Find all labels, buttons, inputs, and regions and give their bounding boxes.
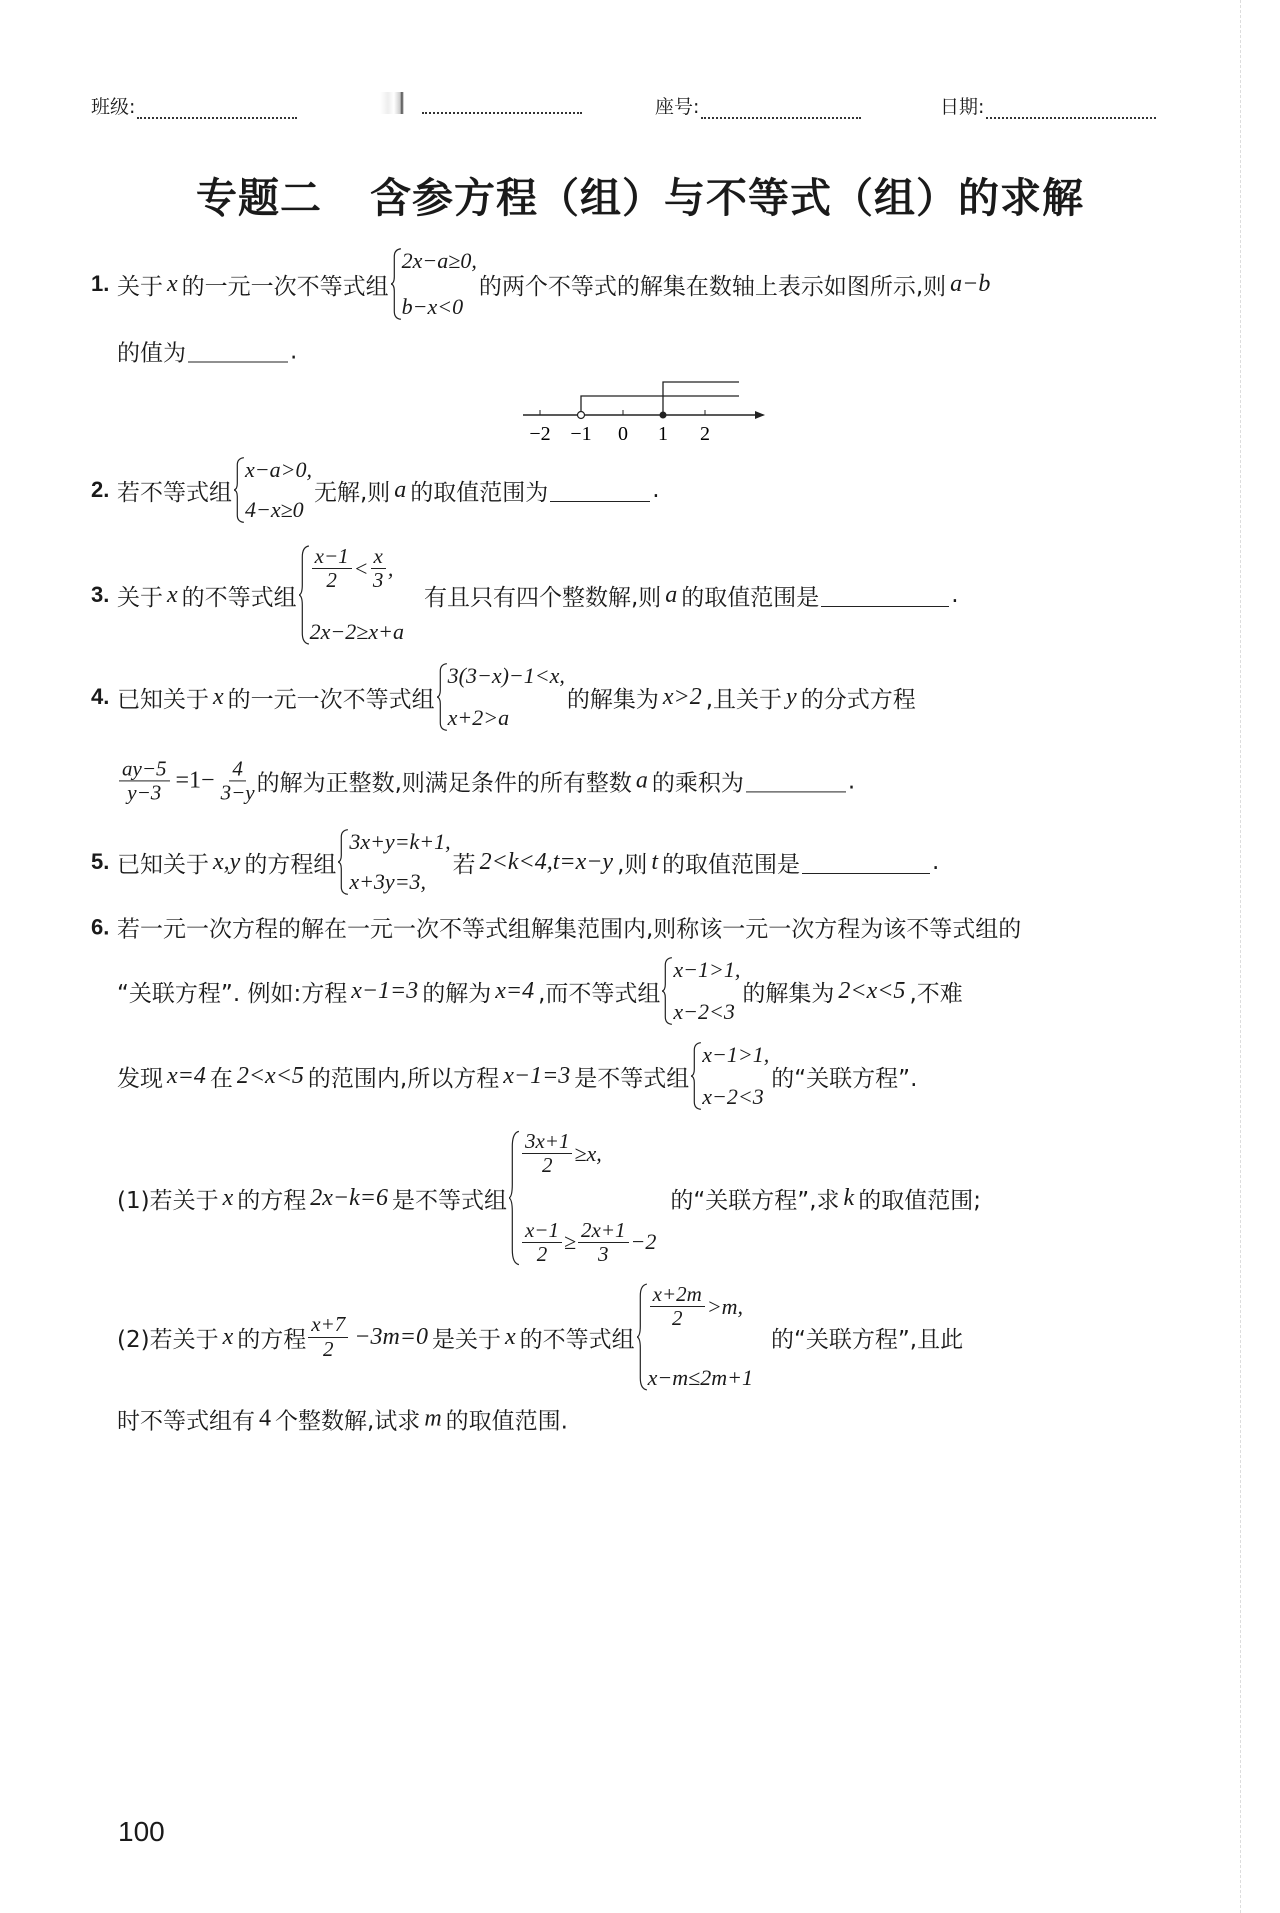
- question-3: [91, 544, 959, 645]
- text: 的方程: [237, 1326, 307, 1353]
- scan-mark: [380, 92, 420, 114]
- text: ,而不等式组: [538, 980, 661, 1007]
- brace-icon: [338, 829, 349, 895]
- tick-label: −2: [529, 423, 551, 445]
- brace-icon: [437, 663, 448, 731]
- brace-icon: [509, 1130, 520, 1266]
- text: ,: [387, 555, 394, 581]
- question-5: [91, 829, 940, 895]
- math: x: [213, 683, 224, 710]
- tick-label: 2: [700, 423, 710, 445]
- tick-label: 1: [658, 423, 668, 445]
- question-2: [91, 457, 660, 523]
- question-number: 6.: [91, 914, 110, 939]
- question-4-line2: [117, 757, 855, 804]
- denominator: 2: [536, 1241, 548, 1266]
- numerator: 2x+1: [578, 1219, 629, 1243]
- text: 在: [209, 1065, 233, 1092]
- text: 关于: [117, 273, 163, 300]
- text: (2)若关于: [117, 1326, 219, 1353]
- open-point: [578, 412, 585, 419]
- arrow-icon: [755, 411, 765, 419]
- fraction: [308, 1313, 348, 1360]
- fraction: [371, 545, 386, 592]
- brace-icon: [234, 457, 245, 523]
- system-row: x+3y=3,: [349, 869, 427, 894]
- question-number: 2.: [91, 477, 110, 502]
- fraction: [522, 1219, 562, 1266]
- denominator: 3: [372, 568, 384, 593]
- text: 若: [452, 851, 476, 878]
- text: 的解为正整数,则满足条件的所有整数: [256, 770, 632, 797]
- math: t: [651, 848, 659, 875]
- question-6-line3: [117, 1042, 917, 1110]
- date-blank: [986, 97, 1156, 119]
- question-6-part-1: [117, 1130, 981, 1266]
- text: “关联方程”. 例如:方程: [117, 980, 348, 1007]
- text: 个整数解,试求: [275, 1408, 421, 1435]
- inequality-system: [691, 1042, 769, 1110]
- text: 的“关联方程”.: [771, 1065, 918, 1092]
- text: 有且只有四个整数解,则: [423, 584, 662, 611]
- text: .: [290, 338, 298, 364]
- system-row: x+2>a: [447, 705, 510, 730]
- inequality-system: [299, 545, 404, 645]
- text: .: [652, 477, 660, 503]
- text: 的方程组: [244, 851, 337, 878]
- math: a−b: [950, 270, 991, 297]
- denominator: 2: [671, 1306, 683, 1331]
- math: 2<x<5: [236, 1062, 304, 1089]
- numerator: x−1: [522, 1219, 562, 1243]
- text: ,不难: [909, 980, 963, 1007]
- text: 的取值范围;: [858, 1187, 981, 1214]
- text: ≥x,: [574, 1140, 602, 1166]
- text: 的一元一次不等式组: [181, 273, 389, 300]
- fraction: [578, 1219, 629, 1266]
- system-row: 3x+y=k+1,: [349, 829, 451, 854]
- seat-label: 座号:: [655, 96, 700, 118]
- question-6-part-2: [117, 1283, 963, 1391]
- text: <: [353, 555, 369, 581]
- math: x−1=3: [351, 977, 419, 1004]
- numerator: x−1: [312, 545, 352, 569]
- brace-icon: [691, 1042, 702, 1110]
- solution-ray-lower: [581, 396, 739, 415]
- system-row: x−m≤2m+1: [647, 1365, 753, 1390]
- fraction: [221, 757, 255, 804]
- math: =1−: [175, 767, 215, 794]
- text: 的解集为: [742, 980, 835, 1007]
- text: ,且关于: [705, 686, 783, 713]
- fraction: [650, 1283, 705, 1330]
- math: m: [424, 1405, 442, 1432]
- text: 关于: [117, 584, 163, 611]
- math: x,y: [213, 848, 241, 875]
- answer-blank[interactable]: [188, 340, 288, 363]
- math: 2x−k=6: [310, 1184, 388, 1211]
- math: −3m=0: [354, 1323, 428, 1350]
- date-field: [940, 92, 1156, 119]
- fraction: [312, 545, 352, 592]
- answer-blank[interactable]: [802, 851, 930, 874]
- system-row: 3(3−x)−1<x,: [447, 663, 565, 688]
- text: 的不等式组: [519, 1326, 635, 1353]
- system-row: b−x<0: [401, 294, 464, 319]
- system-row: x−1>1,: [702, 1042, 770, 1067]
- text: >m,: [706, 1293, 744, 1319]
- denominator: 3: [598, 1241, 609, 1266]
- numerator: x+7: [308, 1313, 348, 1337]
- text: 发现: [117, 1065, 163, 1092]
- text: 是不等式组: [574, 1065, 690, 1092]
- question-6-part-2-line2: [117, 1403, 568, 1436]
- question-number: 3.: [91, 582, 110, 607]
- math: 2<k<4,t=x−y: [479, 848, 614, 875]
- denominator: 2: [323, 1336, 334, 1361]
- text: .: [932, 849, 940, 875]
- question-6-line2: [117, 957, 963, 1025]
- text: 时不等式组有: [117, 1408, 255, 1435]
- math: x: [222, 1323, 234, 1350]
- brace-icon: [662, 957, 673, 1025]
- page-edge: [1240, 0, 1241, 1913]
- numerator: 3x+1: [522, 1130, 573, 1154]
- text: 的解为: [422, 980, 492, 1007]
- text: 的不等式组: [181, 584, 297, 611]
- text: 的值为: [117, 340, 186, 367]
- date-label: 日期:: [940, 96, 985, 118]
- system-row: x−a>0,: [245, 457, 312, 482]
- question-1-line2: [117, 335, 297, 368]
- answer-blank[interactable]: [821, 584, 949, 607]
- brace-icon: [637, 1283, 648, 1391]
- equation-system: [338, 829, 450, 895]
- text: ,则: [617, 851, 648, 878]
- math: y: [786, 683, 797, 710]
- text: 的范围内,所以方程: [307, 1065, 500, 1092]
- text: 的取值范围为: [410, 479, 549, 506]
- system-row: [310, 545, 404, 592]
- seat-blank: [701, 97, 861, 119]
- title-name: 含参方程（组）与不等式（组）的求解: [370, 174, 1084, 222]
- text: ≥: [563, 1229, 577, 1255]
- system-row: x−2<3: [702, 1084, 764, 1109]
- math: x: [167, 270, 178, 297]
- inequality-system: [437, 663, 565, 731]
- inequality-system: [509, 1130, 656, 1266]
- math: x>2: [662, 683, 702, 710]
- class-field: [91, 92, 297, 119]
- system-row: 2x−a≥0,: [401, 248, 477, 273]
- numerator: x+2m: [650, 1283, 705, 1307]
- brace-icon: [391, 248, 402, 320]
- numerator: 4: [229, 757, 246, 781]
- inequality-system: [391, 248, 477, 320]
- denominator: y−3: [127, 780, 162, 805]
- text: (1)若关于: [117, 1187, 219, 1214]
- answer-blank[interactable]: [550, 479, 650, 502]
- tick-label: −1: [570, 423, 592, 445]
- denominator: 3−y: [220, 780, 255, 805]
- denominator: 2: [326, 568, 337, 593]
- text: 的乘积为: [651, 770, 744, 797]
- text: .: [951, 582, 959, 608]
- math: 2<x<5: [838, 977, 906, 1004]
- question-number: 5.: [91, 849, 110, 874]
- math: x=4: [167, 1062, 206, 1089]
- numerator: ay−5: [119, 757, 170, 781]
- text: 的取值范围是: [662, 851, 801, 878]
- tick-label: 0: [618, 423, 628, 445]
- system-row: [520, 1130, 656, 1177]
- text: 的两个不等式的解集在数轴上表示如图所示,则: [478, 273, 947, 300]
- question-6: [91, 911, 1022, 944]
- brace-icon: [299, 545, 310, 645]
- math: a: [394, 476, 407, 503]
- text: 无解,则: [313, 479, 391, 506]
- text: 若一元一次方程的解在一元一次不等式组解集范围内,则称该一元一次方程为该不等式组的: [117, 916, 1022, 943]
- text: 的“关联方程”,且此: [770, 1326, 964, 1353]
- class-blank: [137, 97, 297, 119]
- math: x−1=3: [503, 1062, 571, 1089]
- numerator: x: [371, 545, 386, 569]
- math: k: [843, 1184, 855, 1211]
- math: a: [635, 767, 648, 794]
- seat-field: [655, 92, 861, 119]
- inequality-system: [637, 1283, 753, 1391]
- question-1: [91, 248, 994, 320]
- name-blank: [422, 92, 582, 114]
- system-row: 2x−2≥x+a: [309, 619, 404, 644]
- text: 的解集为: [566, 686, 659, 713]
- name-field: [380, 92, 582, 114]
- denominator: 2: [541, 1153, 553, 1178]
- solution-ray-upper: [663, 382, 739, 415]
- title-topic: 专题二: [196, 174, 322, 222]
- math: x: [222, 1184, 234, 1211]
- text: 的一元一次不等式组: [227, 686, 435, 713]
- system-row: x−1>1,: [673, 957, 741, 982]
- text: 是不等式组: [391, 1187, 507, 1214]
- text: 若不等式组: [117, 479, 232, 506]
- text: 的方程: [237, 1187, 307, 1214]
- question-number: 4.: [91, 684, 110, 709]
- text: 的分式方程: [800, 686, 916, 713]
- inequality-system: [234, 457, 312, 523]
- question-number: 1.: [91, 271, 110, 296]
- inequality-system: [662, 957, 740, 1025]
- math: 4: [259, 1405, 271, 1432]
- closed-point: [660, 412, 667, 419]
- math: a: [665, 581, 678, 608]
- text: 的取值范围是: [681, 584, 820, 611]
- question-4: [91, 663, 916, 731]
- page-number: 100: [118, 1816, 165, 1847]
- system-row: x−2<3: [673, 999, 735, 1024]
- system-row: [520, 1219, 656, 1266]
- system-row: [648, 1283, 753, 1330]
- text: 是关于: [431, 1326, 501, 1353]
- math: x: [504, 1323, 516, 1350]
- answer-blank[interactable]: [746, 770, 846, 793]
- text: 已知关于: [117, 686, 209, 713]
- page-title: [0, 165, 1280, 224]
- text: .: [847, 768, 856, 794]
- text: 已知关于: [117, 851, 209, 878]
- text: 的取值范围.: [445, 1408, 568, 1435]
- fraction: [522, 1130, 573, 1177]
- system-row: 4−x≥0: [245, 497, 304, 522]
- class-label: 班级:: [91, 96, 136, 118]
- text: 的“关联方程”,求: [670, 1187, 840, 1214]
- number-line: [515, 370, 775, 450]
- math: x: [167, 581, 178, 608]
- math: x=4: [495, 977, 535, 1004]
- fraction: [119, 757, 170, 804]
- text: −2: [630, 1229, 657, 1255]
